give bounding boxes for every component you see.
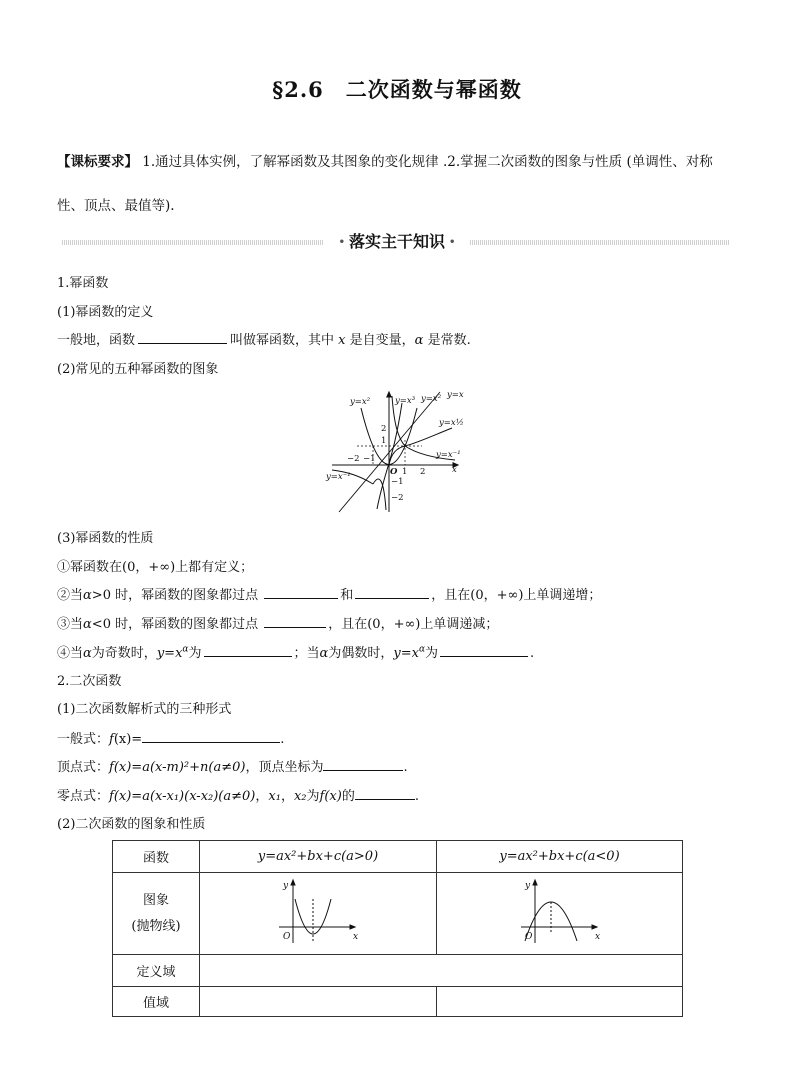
label-y-x2b: y=x² xyxy=(421,394,442,404)
parabola-up-graph xyxy=(273,877,363,947)
graph-a-negative-cell xyxy=(437,873,683,955)
blank-vertex[interactable] xyxy=(323,757,403,771)
quadratic-properties-table xyxy=(112,840,683,1017)
range-answer-a-negative[interactable] xyxy=(437,987,683,1017)
power-function-graph xyxy=(322,384,472,514)
x-label: x xyxy=(353,931,359,942)
blank-point-3[interactable] xyxy=(264,614,326,628)
y-label: y xyxy=(283,880,289,891)
section-banner xyxy=(62,228,730,256)
property-4: ④当α为奇数时，$y=x^\alpha$为 ；当α为偶数时，$y=x^\alpha$为 . xyxy=(57,644,535,661)
table-header-row xyxy=(113,841,683,873)
banner-rule-left xyxy=(62,240,324,245)
table-row-range xyxy=(113,987,683,1017)
blank-definition[interactable] xyxy=(138,330,227,344)
x-axis-arrow xyxy=(592,925,597,929)
blank-zero[interactable] xyxy=(355,786,415,800)
y-axis-arrow xyxy=(387,392,391,397)
section-1-heading: 1.幂函数 xyxy=(57,276,109,291)
blank-odd[interactable] xyxy=(204,643,292,657)
tick-y-m1: −1 xyxy=(391,477,404,487)
definition-heading: (1)幂函数的定义 xyxy=(57,305,154,320)
origin-label: O xyxy=(283,931,291,942)
table-row-domain xyxy=(113,955,683,987)
label-y-x: y=x xyxy=(447,390,464,400)
x-label: x xyxy=(594,931,600,942)
row-domain-label: 定义域 xyxy=(113,955,200,987)
label-y-sqrt: y=x½ xyxy=(439,418,464,428)
origin-label: O xyxy=(390,467,398,477)
blank-point-2[interactable] xyxy=(355,585,429,599)
general-form: 一般式：f(x)= . xyxy=(57,728,284,747)
label-y-inv-left: y=x⁻¹ xyxy=(326,472,351,482)
tick-x-m1: −1 xyxy=(363,454,376,464)
y-label: y xyxy=(524,880,530,891)
range-answer-a-positive[interactable] xyxy=(200,987,437,1017)
y-axis-arrow xyxy=(533,880,537,885)
domain-answer-cell[interactable] xyxy=(200,955,683,987)
label-y-x3: y=x³ xyxy=(395,396,416,406)
requirements-text-3: 性、顶点、最值等). xyxy=(57,198,175,214)
y-axis-arrow xyxy=(291,880,295,885)
label-y-inv-right: y=x⁻¹ xyxy=(436,450,461,460)
header-a-negative: y=ax²+bx+c(a<0) xyxy=(437,841,683,873)
tick-y-1: 1 xyxy=(381,436,387,446)
header-function: 函数 xyxy=(113,841,200,873)
row-graph-label: 图象 (抛物线) xyxy=(113,873,200,955)
banner-title: • 落实主干知识 • xyxy=(324,229,470,252)
section-2-heading: 2.二次函数 xyxy=(57,674,122,689)
axis-x-label: x xyxy=(452,465,457,475)
label-y-x2: y=x² xyxy=(350,397,371,407)
tick-x-1: 1 xyxy=(402,467,408,477)
header-a-positive: y=ax²+bx+c(a>0) xyxy=(200,841,437,873)
page-title: §2.6 二次函数与幂函数 xyxy=(272,77,522,102)
graph-a-positive-cell xyxy=(200,873,437,955)
property-1: ①幂函数在(0，+∞)上都有定义； xyxy=(57,560,254,575)
zero-form: 零点式：f(x)=a(x-x₁)(x-x₂)(a≠0)，x₁，x₂为f(x)的 . xyxy=(57,785,419,804)
tick-y-2: 2 xyxy=(381,424,387,434)
property-2: ②当α>0 时，幂函数的图象都过点 和 ，且在(0，+∞)上单调递增； xyxy=(57,584,601,603)
tick-x-2: 2 xyxy=(420,467,426,477)
blank-general[interactable] xyxy=(142,729,280,743)
x-axis-arrow xyxy=(350,925,355,929)
definition-line: 一般地，函数 叫做幂函数，其中 x 是自变量，α 是常数. xyxy=(57,329,471,348)
row-range-label: 值域 xyxy=(113,987,200,1017)
graph-heading: (2)常见的五种幂函数的图象 xyxy=(57,362,219,377)
property-3: ③当α<0 时，幂函数的图象都过点 ，且在(0，+∞)上单调递减； xyxy=(57,613,498,632)
tick-y-m2: −2 xyxy=(391,493,404,503)
requirements-tag: 【课标要求】 xyxy=(57,154,138,170)
table-heading: (2)二次函数的图象和性质 xyxy=(57,817,206,832)
course-requirements xyxy=(57,140,747,228)
forms-heading: (1)二次函数解析式的三种形式 xyxy=(57,702,232,717)
parabola-down-graph xyxy=(515,877,605,947)
blank-even[interactable] xyxy=(440,643,528,657)
banner-rule-right xyxy=(470,240,730,245)
origin-label: O xyxy=(524,931,532,942)
requirements-text-1: 1.通过具体实例，了解幂函数及其图象的变化规律 xyxy=(142,154,439,170)
blank-point-1[interactable] xyxy=(264,585,338,599)
vertex-form: 顶点式：f(x)=a(x-m)²+n(a≠0)，顶点坐标为 . xyxy=(57,756,408,775)
tick-x-m2: −2 xyxy=(347,454,360,464)
properties-heading: (3)幂函数的性质 xyxy=(57,531,154,546)
requirements-text-2: .2.掌握二次函数的图象与性质 (单调性、对称 xyxy=(442,154,713,170)
table-row-graph xyxy=(113,873,683,955)
